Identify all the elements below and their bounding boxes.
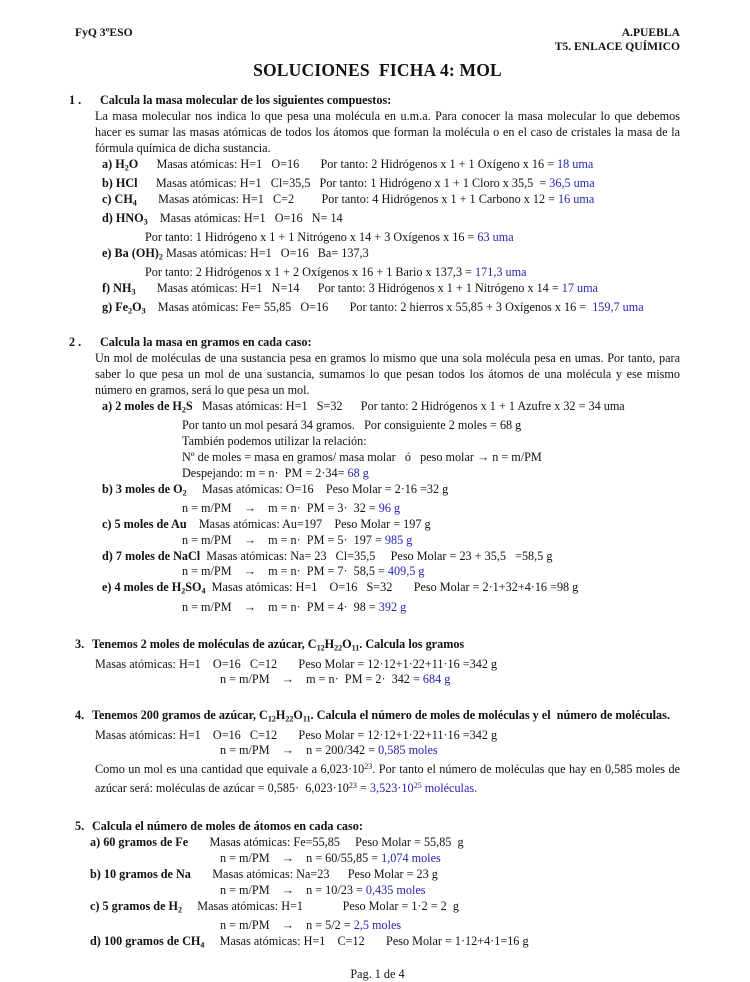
answer-text: 3,523·10 xyxy=(369,781,414,796)
text-segment: b) 10 gramos de Na xyxy=(90,866,191,881)
item-c xyxy=(102,192,680,211)
text-segment: La masa molecular nos indica lo que pesa una molécula en u.m.a. Para conocer la masa molecular lo que debemos hacer es sumar las masas atómicas de todos los átomos que forman la molécula o en el caso de cristales la masa de la fórmula química de dicha sustancia. xyxy=(95,108,684,155)
answer-text: 409,5 g xyxy=(387,564,425,579)
item-c xyxy=(90,899,680,918)
item-a-step xyxy=(182,450,680,466)
text-segment: 3 xyxy=(143,217,148,227)
item-a xyxy=(102,157,680,176)
text-segment: O xyxy=(132,300,142,315)
work-line xyxy=(95,657,680,673)
text-segment: Tenemos 200 gramos de azúcar, C xyxy=(92,708,268,723)
text-segment: Por tanto: 1 Hidrógeno x 1 + 1 Nitrógeno x 14 + 3 Oxígenos x 16 = xyxy=(145,229,478,244)
page-title: SOLUCIONES FICHA 4: MOL xyxy=(253,59,502,80)
text-segment: 4 xyxy=(132,197,137,207)
text-segment: Masas atómicas: H=1 O=16 C=12 Peso Molar = 12·12+1·22+11·16 =342 g xyxy=(95,727,498,742)
text-segment: 2 xyxy=(124,162,129,172)
text-segment: 4 xyxy=(201,586,206,596)
section-heading xyxy=(100,93,680,109)
section-heading xyxy=(92,637,680,656)
text-segment: Masas atómicas: H=1 O=16 Ba= 137,3 xyxy=(162,245,369,260)
text-segment: Masas atómicas: H=1 Peso Molar = 1·2 = 2 g xyxy=(182,898,459,913)
item-d-result xyxy=(145,230,680,246)
text-segment: Calcula la masa en gramos en cada caso: xyxy=(100,335,312,350)
section-heading xyxy=(92,819,680,835)
answer-text: 684 g xyxy=(422,672,451,687)
text-segment: Masas atómicas: H=1 O=16 N= 14 xyxy=(147,210,343,225)
text-segment: n = m/PM → n = 200/342 = xyxy=(220,743,379,758)
item-c-result xyxy=(182,533,680,549)
text-segment: O xyxy=(342,637,352,652)
item-a-step xyxy=(182,434,680,450)
work-line xyxy=(95,728,680,744)
header-course-label: FyQ 3ºESO xyxy=(75,26,133,39)
text-segment: Tenemos 2 moles de moléculas de azúcar, C xyxy=(92,637,317,652)
text-segment: 2 xyxy=(181,586,186,596)
page-header xyxy=(75,26,680,55)
text-segment: 22 xyxy=(285,714,294,724)
text-segment: 23 xyxy=(348,781,357,791)
header-topic: T5. ENLACE QUÍMICO xyxy=(554,40,680,54)
text-segment: 4 xyxy=(200,940,205,950)
answer-text: 25 xyxy=(413,781,422,791)
text-segment: 3 xyxy=(141,306,146,316)
text-segment: Masas atómicas: H=1 N=14 Por tanto: 3 Hidrógenos x 1 + 1 Nitrógeno x 14 = xyxy=(135,280,562,295)
text-segment: Masas atómicas: Fe=55,85 Peso Molar = 55,85 g xyxy=(188,835,464,850)
text-segment: . Por tanto el número de moléculas que hay en 0,585 moles de azúcar será: moléculas de azúcar = 0,585· 6,023·10 xyxy=(95,762,684,796)
text-segment: Por tanto: 2 Hidrógenos x 1 + 2 Oxígenos x 16 + 1 Bario x 137,3 = xyxy=(145,265,476,280)
text-segment: n = m/PM → m = n· PM = 7· 58,5 = xyxy=(182,564,388,579)
item-b-result xyxy=(182,501,680,517)
text-segment: Masas atómicas: H=1 O=16 C=12 Peso Molar = 12·12+1·22+11·16 =342 g xyxy=(95,656,498,671)
item-d xyxy=(102,211,680,230)
text-segment: e) Ba (OH) xyxy=(102,245,159,260)
text-segment: n = m/PM → m = n· PM = 3· 32 = xyxy=(182,500,379,515)
text-segment: c) 5 moles de Au xyxy=(102,516,187,531)
answer-text: 0,435 moles xyxy=(365,882,426,897)
item-b xyxy=(102,176,680,192)
text-segment: Masas atómicas: Fe= 55,85 O=16 Por tanto: 2 hierros x 55,85 + 3 Oxígenos x 16 = xyxy=(145,300,593,315)
section-number: 4. xyxy=(75,708,85,723)
text-segment: 12 xyxy=(316,643,325,653)
text-segment: Calcula el número de moles de átomos en cada caso: xyxy=(92,819,363,834)
section-heading xyxy=(92,708,680,727)
section-heading xyxy=(100,335,680,351)
section-number: 1 . xyxy=(69,92,82,107)
answer-text: 985 g xyxy=(384,532,413,547)
item-a-step xyxy=(182,418,680,434)
item-a xyxy=(90,835,680,851)
text-segment: 23 xyxy=(364,762,373,772)
item-c xyxy=(102,517,680,533)
item-a-result xyxy=(182,466,680,482)
text-segment: Masas atómicas: H=1 O=16 Por tanto: 2 Hidrógenos x 1 + 1 Oxígeno x 16 = xyxy=(138,156,558,171)
text-segment: d) HNO xyxy=(102,210,144,225)
text-segment: . Calcula los gramos xyxy=(359,637,465,652)
text-segment: Masas atómicas: Na= 23 Cl=35,5 Peso Molar = 23 + 35,5 =58,5 g xyxy=(200,548,553,563)
text-segment: e) 4 moles de H xyxy=(102,580,182,595)
text-segment: = xyxy=(356,781,370,796)
text-segment: 12 xyxy=(267,714,276,724)
text-segment: Un mol de moléculas de una sustancia pesa en gramos lo mismo que una sola molécula pesa en umas. Por tanto, para saber lo que pesa un mol de una sustancia, sumamos lo que pesan todos los átomos de una molécula y ese mismo número en gramos, será lo que pesa un mol. xyxy=(95,351,684,397)
text-segment: S xyxy=(185,398,193,413)
answer-text: 16 uma xyxy=(558,191,595,206)
section-2 xyxy=(69,335,684,615)
result-line xyxy=(220,672,680,688)
text-segment: n = m/PM → n = 60/55,85 = xyxy=(220,851,382,865)
item-g xyxy=(102,300,680,319)
text-segment: H xyxy=(324,637,335,652)
text-segment: Masas atómicas: H=1 Cl=35,5 Por tanto: 1 Hidrógeno x 1 + 1 Cloro x 35,5 = xyxy=(137,175,550,190)
text-segment: También podemos utilizar la relación: xyxy=(182,433,367,448)
text-segment: 11 xyxy=(302,714,311,724)
text-segment: Como un mol es una cantidad que equivale a 6,023·10 xyxy=(95,762,365,777)
text-segment: Masas atómicas: Na=23 Peso Molar = 23 g xyxy=(190,866,438,881)
section-number: 3. xyxy=(75,637,85,652)
text-segment: Por tanto un mol pesará 34 gramos. Por consiguiente 2 moles = 68 g xyxy=(182,418,522,433)
text-segment: O xyxy=(293,708,303,723)
text-segment: b) 3 moles de O xyxy=(102,481,183,496)
explanation-paragraph xyxy=(95,759,684,797)
text-segment: 2 xyxy=(178,904,183,914)
item-d xyxy=(102,549,680,565)
section-1 xyxy=(69,92,684,319)
header-author: A.PUEBLA xyxy=(621,26,680,39)
text-segment: n = m/PM → m = n· PM = 2· 342 = xyxy=(220,672,423,687)
text-segment: a) 60 gramos de Fe xyxy=(90,835,189,850)
text-segment: Despejando: m = n· PM = 2·34= xyxy=(182,465,348,480)
text-segment: Nº de moles = masa en gramos/ masa molar ó peso molar → n = m/PM xyxy=(182,449,542,464)
answer-text: 2,5 moles xyxy=(353,917,402,932)
item-e-result xyxy=(182,600,680,616)
text-segment: Masas atómicas: H=1 C=12 Peso Molar = 1·12+4·1=16 g xyxy=(204,933,529,948)
text-segment: 2 xyxy=(182,487,187,497)
text-segment: Calcula la masa molecular de los siguientes compuestos: xyxy=(100,92,392,107)
text-segment: d) 7 moles de NaCl xyxy=(102,548,201,563)
text-segment: Masas atómicas: Au=197 Peso Molar = 197 g xyxy=(186,516,431,531)
section-3 xyxy=(75,637,680,688)
item-a-result xyxy=(220,851,680,867)
text-segment: c) CH xyxy=(102,191,133,206)
item-b-result xyxy=(220,883,680,899)
page-footer: Pag. 1 de 4 xyxy=(350,966,405,981)
text-segment: c) 5 gramos de H xyxy=(90,898,179,913)
item-b xyxy=(102,482,680,501)
answer-text: 17 uma xyxy=(561,280,598,295)
text-segment: n = m/PM → n = 5/2 = xyxy=(220,917,354,932)
answer-text: 159,7 uma xyxy=(592,300,644,315)
text-segment: Masas atómicas: H=1 C=2 Por tanto: 4 Hidrógenos x 1 + 1 Carbono x 12 = xyxy=(136,191,559,206)
item-e xyxy=(102,246,680,265)
item-a xyxy=(102,399,680,418)
answer-text: 0,585 moles xyxy=(378,743,438,758)
result-line xyxy=(220,743,680,759)
text-segment: 2 xyxy=(181,405,186,415)
header-right-block xyxy=(555,26,680,55)
answer-text: moléculas. xyxy=(421,781,478,796)
text-segment: f) NH xyxy=(102,280,132,295)
item-b xyxy=(90,867,680,883)
text-segment: 11 xyxy=(351,643,360,653)
item-f xyxy=(102,281,680,300)
intro-paragraph xyxy=(95,108,684,157)
text-segment: n = m/PM → n = 10/23 = xyxy=(220,882,366,897)
document-body xyxy=(69,92,684,953)
text-segment: . Calcula el número de moles de moléculas y el número de moléculas. xyxy=(310,708,670,723)
text-segment: SO xyxy=(185,580,202,595)
answer-text: 63 uma xyxy=(477,229,514,244)
text-segment: a) 2 moles de H xyxy=(102,398,182,413)
item-e-result xyxy=(145,265,680,281)
item-e xyxy=(102,580,680,599)
text-segment: a) H xyxy=(102,156,125,171)
item-d-result xyxy=(182,564,680,580)
text-segment: Masas atómicas: O=16 Peso Molar = 2·16 =32 g xyxy=(186,481,449,496)
item-c-result xyxy=(220,918,680,934)
section-5 xyxy=(75,819,680,953)
text-segment: n = m/PM → m = n· PM = 4· 98 = xyxy=(182,599,379,614)
text-segment: n = m/PM → m = n· PM = 5· 197 = xyxy=(182,532,385,547)
answer-text: 1,074 moles xyxy=(381,851,441,865)
intro-paragraph xyxy=(95,351,684,399)
answer-text: 36,5 uma xyxy=(549,175,595,190)
text-segment: Masas atómicas: H=1 S=32 Por tanto: 2 Hidrógenos x 1 + 1 Azufre x 32 = 34 uma xyxy=(192,398,625,413)
text-segment: 22 xyxy=(334,643,343,653)
text-segment: 3 xyxy=(131,287,136,297)
text-segment: H xyxy=(275,708,286,723)
text-segment: Masas atómicas: H=1 O=16 S=32 Peso Molar = 2·1+32+4·16 =98 g xyxy=(205,580,579,595)
text-segment: 2 xyxy=(128,306,133,316)
text-segment: g) Fe xyxy=(102,300,129,315)
section-4 xyxy=(75,708,684,797)
text-segment: O xyxy=(128,156,139,171)
answer-text: 171,3 uma xyxy=(475,265,527,280)
section-number: 2 . xyxy=(69,335,82,350)
text-segment: 2 xyxy=(158,252,163,262)
text-segment: d) 100 gramos de CH xyxy=(90,933,201,948)
answer-text: 96 g xyxy=(378,500,401,515)
answer-text: 18 uma xyxy=(557,156,594,171)
item-d xyxy=(90,934,680,953)
section-number: 5. xyxy=(75,819,85,834)
text-segment: b) HCl xyxy=(102,175,138,190)
answer-text: 68 g xyxy=(347,465,369,480)
answer-text: 392 g xyxy=(378,599,407,614)
